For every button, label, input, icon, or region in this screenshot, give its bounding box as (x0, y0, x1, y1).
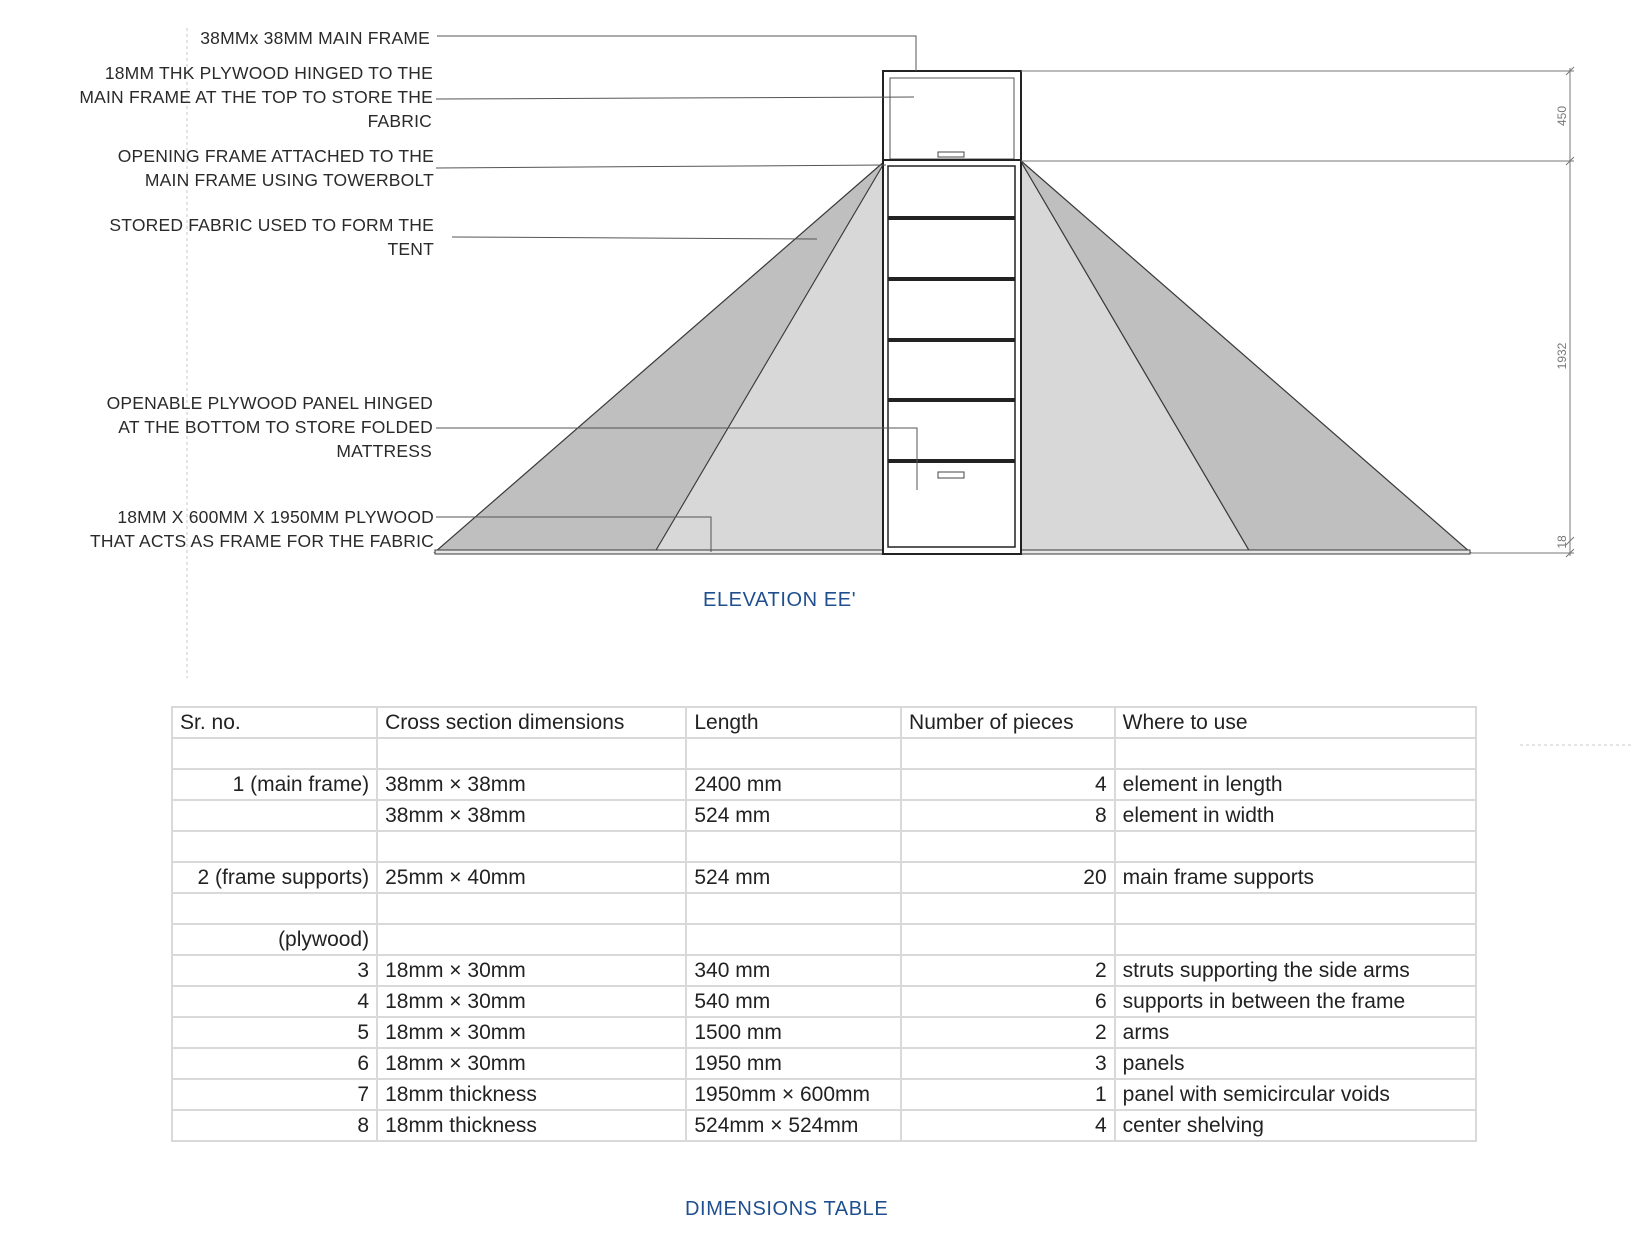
cell-length: 1950 mm (686, 1048, 901, 1079)
cell-cross-section (377, 831, 686, 862)
cell-length: 2400 mm (686, 769, 901, 800)
cell-length: 340 mm (686, 955, 901, 986)
cell-where-to-use: element in width (1115, 800, 1476, 831)
cell-sr-no: (plywood) (172, 924, 377, 955)
plywood-frame-label-line-1: 18MM X 600MM X 1950MM PLYWOOD (117, 507, 434, 527)
plywood-frame-label-line-2: THAT ACTS AS FRAME FOR THE FABRIC (89, 531, 434, 551)
table-row (172, 1048, 1476, 1079)
table-row (172, 955, 1476, 986)
cell-where-to-use (1115, 831, 1476, 862)
table-row (172, 986, 1476, 1017)
cell-length: 540 mm (686, 986, 901, 1017)
cell-length (686, 924, 901, 955)
cell-sr-no: 1 (main frame) (172, 769, 377, 800)
cell-where-to-use (1115, 738, 1476, 769)
cell-where-to-use: supports in between the frame (1115, 986, 1476, 1017)
top-plywood-label-line-1: 18MM THK PLYWOOD HINGED TO THE (104, 63, 433, 83)
cell-cross-section: 25mm × 40mm (377, 862, 686, 893)
cell-pieces (901, 831, 1115, 862)
bottom-panel-label-line-1: OPENABLE PLYWOOD PANEL HINGED (106, 393, 433, 413)
dimension-bottom: 18 (1555, 535, 1569, 549)
header-sr-no: Sr. no. (172, 707, 377, 738)
table-row (172, 831, 1476, 862)
cell-cross-section: 18mm × 30mm (377, 955, 686, 986)
cell-length: 524 mm (686, 800, 901, 831)
top-plywood-label-line-3: FABRIC (367, 111, 432, 131)
bottom-panel-label-line-2: AT THE BOTTOM TO STORE FOLDED (118, 417, 433, 437)
cell-where-to-use: main frame supports (1115, 862, 1476, 893)
cell-cross-section: 18mm × 30mm (377, 1017, 686, 1048)
cell-pieces: 1 (901, 1079, 1115, 1110)
table-row (172, 862, 1476, 893)
cell-pieces (901, 738, 1115, 769)
cell-pieces: 4 (901, 769, 1115, 800)
table-row (172, 1110, 1476, 1141)
cell-sr-no: 5 (172, 1017, 377, 1048)
stored-fabric-label-line-1: STORED FABRIC USED TO FORM THE (109, 215, 434, 235)
dimensions-table (171, 706, 1477, 1142)
cell-pieces: 4 (901, 1110, 1115, 1141)
cell-cross-section: 18mm × 30mm (377, 1048, 686, 1079)
cell-sr-no (172, 831, 377, 862)
top-storage-box (883, 71, 1021, 161)
cell-cross-section (377, 738, 686, 769)
header-number-of-pieces: Number of pieces (901, 707, 1115, 738)
cell-cross-section: 38mm × 38mm (377, 769, 686, 800)
cell-sr-no: 7 (172, 1079, 377, 1110)
cell-sr-no: 3 (172, 955, 377, 986)
cell-pieces (901, 893, 1115, 924)
cell-cross-section: 18mm thickness (377, 1110, 686, 1141)
cell-sr-no (172, 800, 377, 831)
cell-sr-no (172, 893, 377, 924)
cell-where-to-use: element in length (1115, 769, 1476, 800)
cell-sr-no: 4 (172, 986, 377, 1017)
header-length: Length (686, 707, 901, 738)
cell-sr-no (172, 738, 377, 769)
table-row (172, 1079, 1476, 1110)
table-header-row (172, 707, 1476, 738)
stored-fabric-label-line-2: TENT (387, 239, 434, 259)
cell-cross-section: 38mm × 38mm (377, 800, 686, 831)
cell-pieces: 3 (901, 1048, 1115, 1079)
cell-length (686, 893, 901, 924)
cell-length: 524mm × 524mm (686, 1110, 901, 1141)
table-row (172, 738, 1476, 769)
cell-where-to-use (1115, 893, 1476, 924)
cell-length (686, 831, 901, 862)
table-caption: DIMENSIONS TABLE (685, 1198, 889, 1220)
cell-length: 1500 mm (686, 1017, 901, 1048)
cell-sr-no: 8 (172, 1110, 377, 1141)
table-row (172, 1017, 1476, 1048)
cell-cross-section: 18mm × 30mm (377, 986, 686, 1017)
cell-cross-section (377, 893, 686, 924)
opening-frame-label-line-2: MAIN FRAME USING TOWERBOLT (144, 170, 434, 190)
cell-pieces: 8 (901, 800, 1115, 831)
cell-where-to-use: panel with semicircular voids (1115, 1079, 1476, 1110)
cell-pieces (901, 924, 1115, 955)
cell-where-to-use: center shelving (1115, 1110, 1476, 1141)
dimension-middle: 1932 (1555, 342, 1569, 370)
cell-sr-no: 6 (172, 1048, 377, 1079)
cell-pieces: 2 (901, 955, 1115, 986)
cell-length: 524 mm (686, 862, 901, 893)
cell-pieces: 6 (901, 986, 1115, 1017)
header-cross-section: Cross section dimensions (377, 707, 686, 738)
main-frame-label: 38MMx 38MM MAIN FRAME (200, 28, 430, 48)
table-row (172, 924, 1476, 955)
cell-where-to-use: arms (1115, 1017, 1476, 1048)
cell-where-to-use: struts supporting the side arms (1115, 955, 1476, 986)
cell-sr-no: 2 (frame supports) (172, 862, 377, 893)
top-plywood-label-line-2: MAIN FRAME AT THE TOP TO STORE THE (79, 87, 433, 107)
cell-pieces: 20 (901, 862, 1115, 893)
cell-where-to-use: panels (1115, 1048, 1476, 1079)
table-row (172, 893, 1476, 924)
dimension-top: 450 (1555, 105, 1569, 127)
cell-length (686, 738, 901, 769)
table-row (172, 800, 1476, 831)
cell-length: 1950mm × 600mm (686, 1079, 901, 1110)
main-frame-column (883, 160, 1021, 554)
bottom-panel-label-line-3: MATTRESS (336, 441, 432, 461)
cell-pieces: 2 (901, 1017, 1115, 1048)
header-where-to-use: Where to use (1115, 707, 1476, 738)
elevation-caption: ELEVATION EE' (703, 589, 857, 611)
cell-cross-section: 18mm thickness (377, 1079, 686, 1110)
opening-frame-label-line-1: OPENING FRAME ATTACHED TO THE (117, 146, 434, 166)
table-row (172, 769, 1476, 800)
cell-cross-section (377, 924, 686, 955)
cell-where-to-use (1115, 924, 1476, 955)
